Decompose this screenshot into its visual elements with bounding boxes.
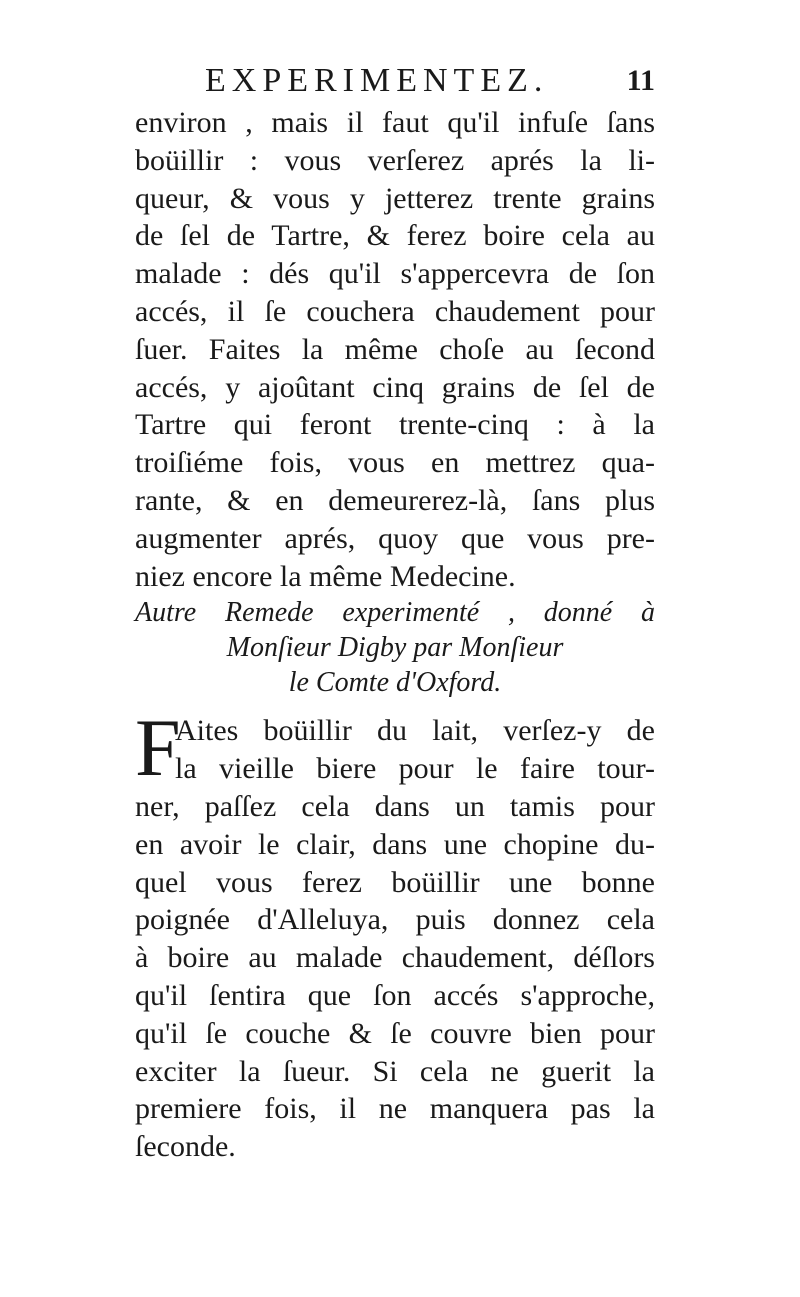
text-line: qu'il ſe couche & ſe couvre bien pour: [135, 1016, 655, 1050]
text-line: la vieille biere pour le faire tour-: [175, 752, 655, 786]
text-line: Aites boüillir du lait, verſez-y de: [175, 714, 655, 748]
page-header: [135, 58, 655, 104]
text-line: environ , mais il faut qu'il infuſe ſans: [135, 106, 655, 139]
text-line: queur, & vous y jetterez trente grains: [135, 181, 655, 215]
text-line: boüillir : vous verſerez aprés la li-: [135, 143, 655, 177]
drop-cap: F: [135, 702, 181, 794]
section-heading: [135, 595, 655, 700]
heading-line: le Comte d'Oxford.: [288, 667, 502, 699]
body-text: [135, 104, 655, 1166]
text-line: accés, il ſe couchera chaudement pour: [135, 294, 655, 328]
text-line: accés, y ajoûtant cinq grains de ſel de: [135, 370, 655, 404]
heading-line: Monſieur Digby par Monſieur: [226, 632, 564, 664]
text-line: de ſel de Tartre, & ferez boire cela au: [135, 219, 655, 253]
text-line: ſeconde.: [135, 1130, 236, 1164]
text-line: augmenter aprés, quoy que vous pre-: [135, 521, 655, 555]
text-line: niez encore la même Medecine.: [135, 559, 516, 593]
text-line: quel vous ferez boüillir une bonne: [135, 865, 655, 899]
text-line: en avoir le clair, dans une chopine du-: [135, 827, 655, 861]
text-line: premiere fois, il ne manquera pas la: [135, 1092, 655, 1126]
paragraph-2: [135, 702, 655, 1166]
text-line: troiſiéme fois, vous en mettrez qua-: [135, 446, 655, 480]
text-line: ner, paſſez cela dans un tamis pour: [135, 789, 655, 823]
running-title: EXPERIMENTEZ.: [205, 62, 549, 99]
text-line: ſuer. Faites la même choſe au ſecond: [135, 332, 655, 366]
text-line: exciter la ſueur. Si cela ne guerit la: [135, 1054, 655, 1088]
page-number: 11: [626, 64, 655, 97]
heading-line: Autre Remede experimenté , donné à: [135, 597, 655, 629]
paragraph-1: [135, 104, 655, 595]
text-line: Tartre qui feront trente-cinq : à la: [135, 408, 655, 442]
text-line: rante, & en demeurerez-là, ſans plus: [135, 483, 655, 517]
text-line: malade : dés qu'il s'appercevra de ſon: [135, 257, 655, 291]
text-line: qu'il ſentira que ſon accés s'approche,: [135, 978, 655, 1012]
text-line: poignée d'Alleluya, puis donnez cela: [135, 903, 655, 937]
text-line: à boire au malade chaudement, déſlors: [135, 941, 655, 975]
